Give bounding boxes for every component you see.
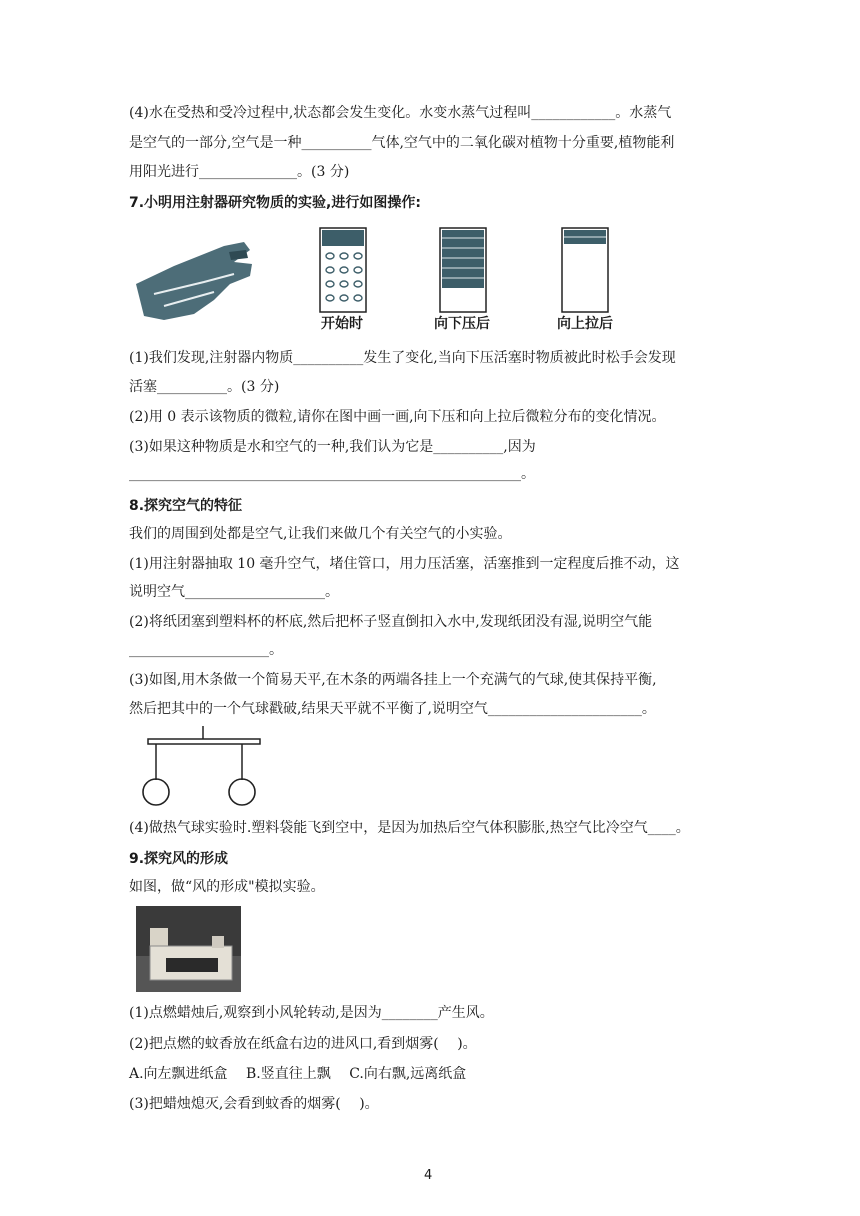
q9-3-line: (3)把蜡烛熄灭,会看到蚊香的烟雾( )。 — [129, 1096, 379, 1112]
q8-2-line-2: ____________________。 — [129, 642, 283, 658]
q6-4-line-1: (4)水在受热和受冷过程中,状态都会发生变化。水变水蒸气过程叫____________。水蒸气 — [129, 105, 672, 121]
q8-1-line-1: (1)用注射器抽取 10 毫升空气，堵住管口，用力压活塞，活塞推到一定程度后推不动，这 — [129, 556, 680, 572]
page-number: 4 — [424, 1168, 433, 1183]
syringe-pulled — [562, 228, 608, 312]
q8-title: 8.探究空气的特征 — [129, 498, 243, 514]
hand-syringe-illustration — [136, 242, 252, 320]
q7-title: 7.小明用注射器研究物质的实验,进行如图操作: — [129, 195, 421, 211]
q7-2-line: (2)用 0 表示该物质的微粒,请你在图中画一画,向下压和向上拉后微粒分布的变化情况。 — [129, 409, 666, 425]
q9-1-line: (1)点燃蜡烛后,观察到小风轮转动,是因为________产生风。 — [129, 1005, 494, 1021]
caption-start: 开始时 — [321, 316, 363, 332]
q7-3-line-2: ________________________________________________________。 — [129, 466, 535, 482]
q9-2-options: A.向左飘进纸盒 B.竖直往上飘 C.向右飘,远离纸盒 — [129, 1066, 467, 1082]
q7-1-line-1: (1)我们发现,注射器内物质__________发生了变化,当向下压活塞时物质被此时松手会发现 — [129, 350, 676, 366]
q7-3-line-1: (3)如果这种物质是水和空气的一种,我们认为它是__________,因为 — [129, 439, 536, 455]
q6-4-line-2: 是空气的一部分,空气是一种__________气体,空气中的二氧化碳对植物十分重要,植物能利 — [129, 135, 675, 151]
wind-box-photo — [136, 906, 241, 992]
syringe-start — [320, 228, 366, 312]
q8-2-line-1: (2)将纸团塞到塑料杯的杯底,然后把杯子竖直倒扣入水中,发现纸团没有湿,说明空气能 — [129, 614, 653, 630]
q8-intro: 我们的周围到处都是空气,让我们来做几个有关空气的小实验。 — [129, 526, 512, 542]
q8-1-line-2: 说明空气____________________。 — [129, 584, 339, 600]
balance-beam — [148, 739, 260, 744]
syringe-pushed — [440, 228, 486, 312]
q9-title: 9.探究风的形成 — [129, 851, 229, 867]
q6-4-line-3: 用阳光进行______________。(3 分) — [129, 164, 350, 180]
q8-4-line: (4)做热气球实验时.塑料袋能飞到空中，是因为加热后空气体积膨胀,热空气比冷空气____。 — [129, 820, 690, 836]
balloon-right — [229, 779, 255, 805]
syringe-figure — [134, 224, 624, 336]
q9-intro: 如图，做“风的形成"模拟实验。 — [129, 879, 325, 895]
q8-3-line-1: (3)如图,用木条做一个简易天平,在木条的两端各挂上一个充满气的气球,使其保持平衡, — [129, 672, 657, 688]
q7-1-line-2: 活塞__________。(3 分) — [129, 379, 280, 395]
q8-3-line-2: 然后把其中的一个气球戳破,结果天平就不平衡了,说明空气______________________。 — [129, 701, 656, 717]
q9-2-line: (2)把点燃的蚊香放在纸盒右边的进风口,看到烟雾( )。 — [129, 1036, 477, 1052]
caption-pushed: 向下压后 — [434, 316, 490, 332]
caption-pulled: 向上拉后 — [557, 316, 613, 332]
balance-figure — [140, 724, 270, 814]
balloon-left — [143, 779, 169, 805]
